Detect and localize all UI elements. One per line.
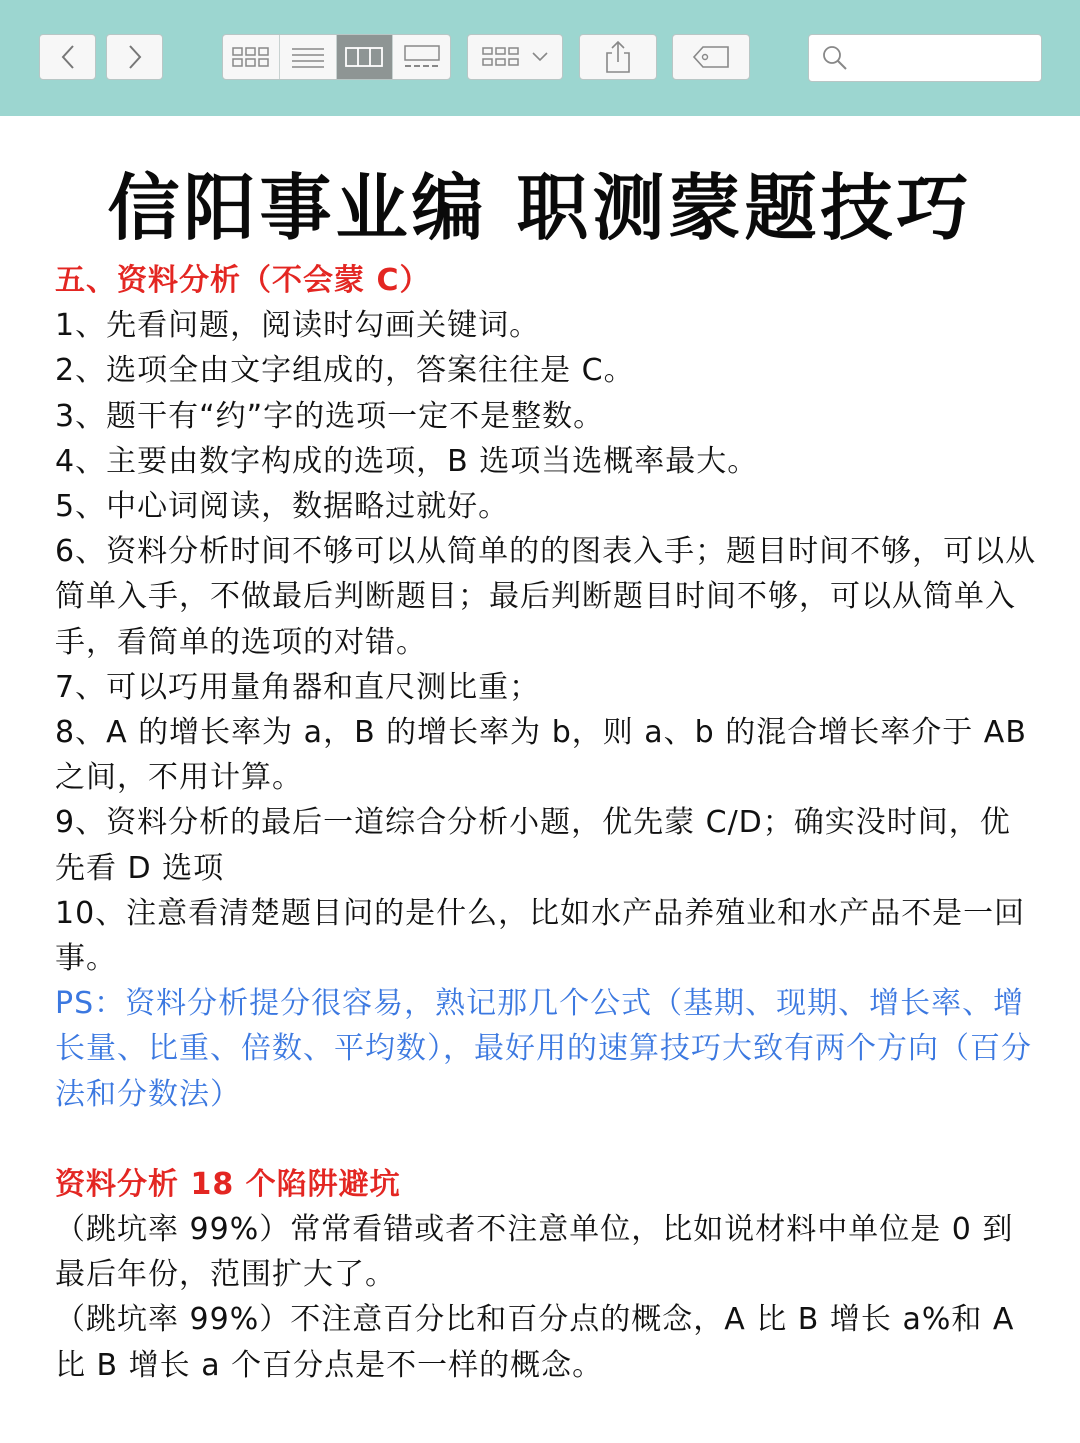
group-by-icon [481, 45, 521, 69]
document-body [55, 258, 1040, 1388]
grid-view-icon [231, 45, 271, 69]
toolbar [0, 0, 1080, 116]
tag-button[interactable] [672, 34, 750, 80]
share-button[interactable] [579, 34, 657, 80]
ps-note: PS：资料分析提分很容易，熟记那几个公式（基期、现期、增长率、增长量、比重、倍数、平均数），最好用的速算技巧大致有两个方向（百分法和分数法） [55, 986, 1032, 1112]
section-heading: 五、资料分析（不会蒙 C） [55, 263, 431, 298]
gallery-view-button[interactable] [393, 35, 450, 79]
chevron-left-icon [58, 43, 78, 71]
list-item: 1、先看问题，阅读时勾画关键词。 [55, 308, 541, 344]
view-mode-control [222, 34, 451, 80]
list-item: 6、资料分析时间不够可以从简单的的图表入手；题目时间不够，可以从简单入手，不做最后判断题目；最后判断题目时间不够，可以从简单入手，看简单的选项的对错。 [55, 534, 1037, 660]
list-view-button[interactable] [280, 35, 337, 79]
search-input[interactable] [857, 45, 1031, 71]
section-heading: 资料分析 18 个陷阱避坑 [55, 1166, 401, 1202]
list-item: 8、A 的增长率为 a，B 的增长率为 b，则 a、b 的混合增长率介于 AB 之间，不用计算。 [55, 715, 1027, 796]
column-view-button[interactable] [337, 35, 394, 79]
spacer [55, 1117, 1040, 1162]
search-field[interactable] [808, 34, 1042, 82]
group-by-button[interactable] [467, 34, 563, 80]
chevron-right-icon [125, 43, 145, 71]
list-view-icon [291, 45, 325, 69]
list-item: 10、注意看清楚题目问的是什么，比如水产品养殖业和水产品不是一回事。 [55, 895, 1026, 977]
list-item: 3、题干有“约”字的选项一定不是整数。 [55, 398, 605, 434]
page-title: 信阳事业编 职测蒙题技巧 [107, 166, 973, 250]
list-item: 5、中心词阅读，数据略过就好。 [55, 489, 510, 525]
list-item: （跳坑率 99%）常常看错或者不注意单位，比如说材料中单位是 0 到最后年份，范围扩大了。 [55, 1212, 1014, 1293]
search-icon [821, 44, 849, 72]
list-item: 2、选项全由文字组成的，答案往往是 C。 [55, 353, 635, 389]
chevron-down-icon [531, 50, 549, 64]
list-item: 4、主要由数字构成的选项，B 选项当选概率最大。 [55, 443, 759, 479]
share-icon [603, 40, 633, 74]
forward-button[interactable] [106, 34, 163, 80]
column-view-icon [344, 45, 384, 69]
back-button[interactable] [39, 34, 96, 80]
list-item: 9、资料分析的最后一道综合分析小题，优先蒙 C/D；确实没时间，优先看 D 选项 [55, 805, 1011, 886]
grid-view-button[interactable] [223, 35, 280, 79]
tag-icon [691, 44, 731, 70]
list-item: （跳坑率 99%）不注意百分比和百分点的概念，A 比 B 增长 a%和 A 比 B 增长 a 个百分点是不一样的概念。 [55, 1302, 1015, 1383]
list-item: 7、可以巧用量角器和直尺测比重； [55, 669, 541, 705]
gallery-view-icon [402, 44, 442, 70]
